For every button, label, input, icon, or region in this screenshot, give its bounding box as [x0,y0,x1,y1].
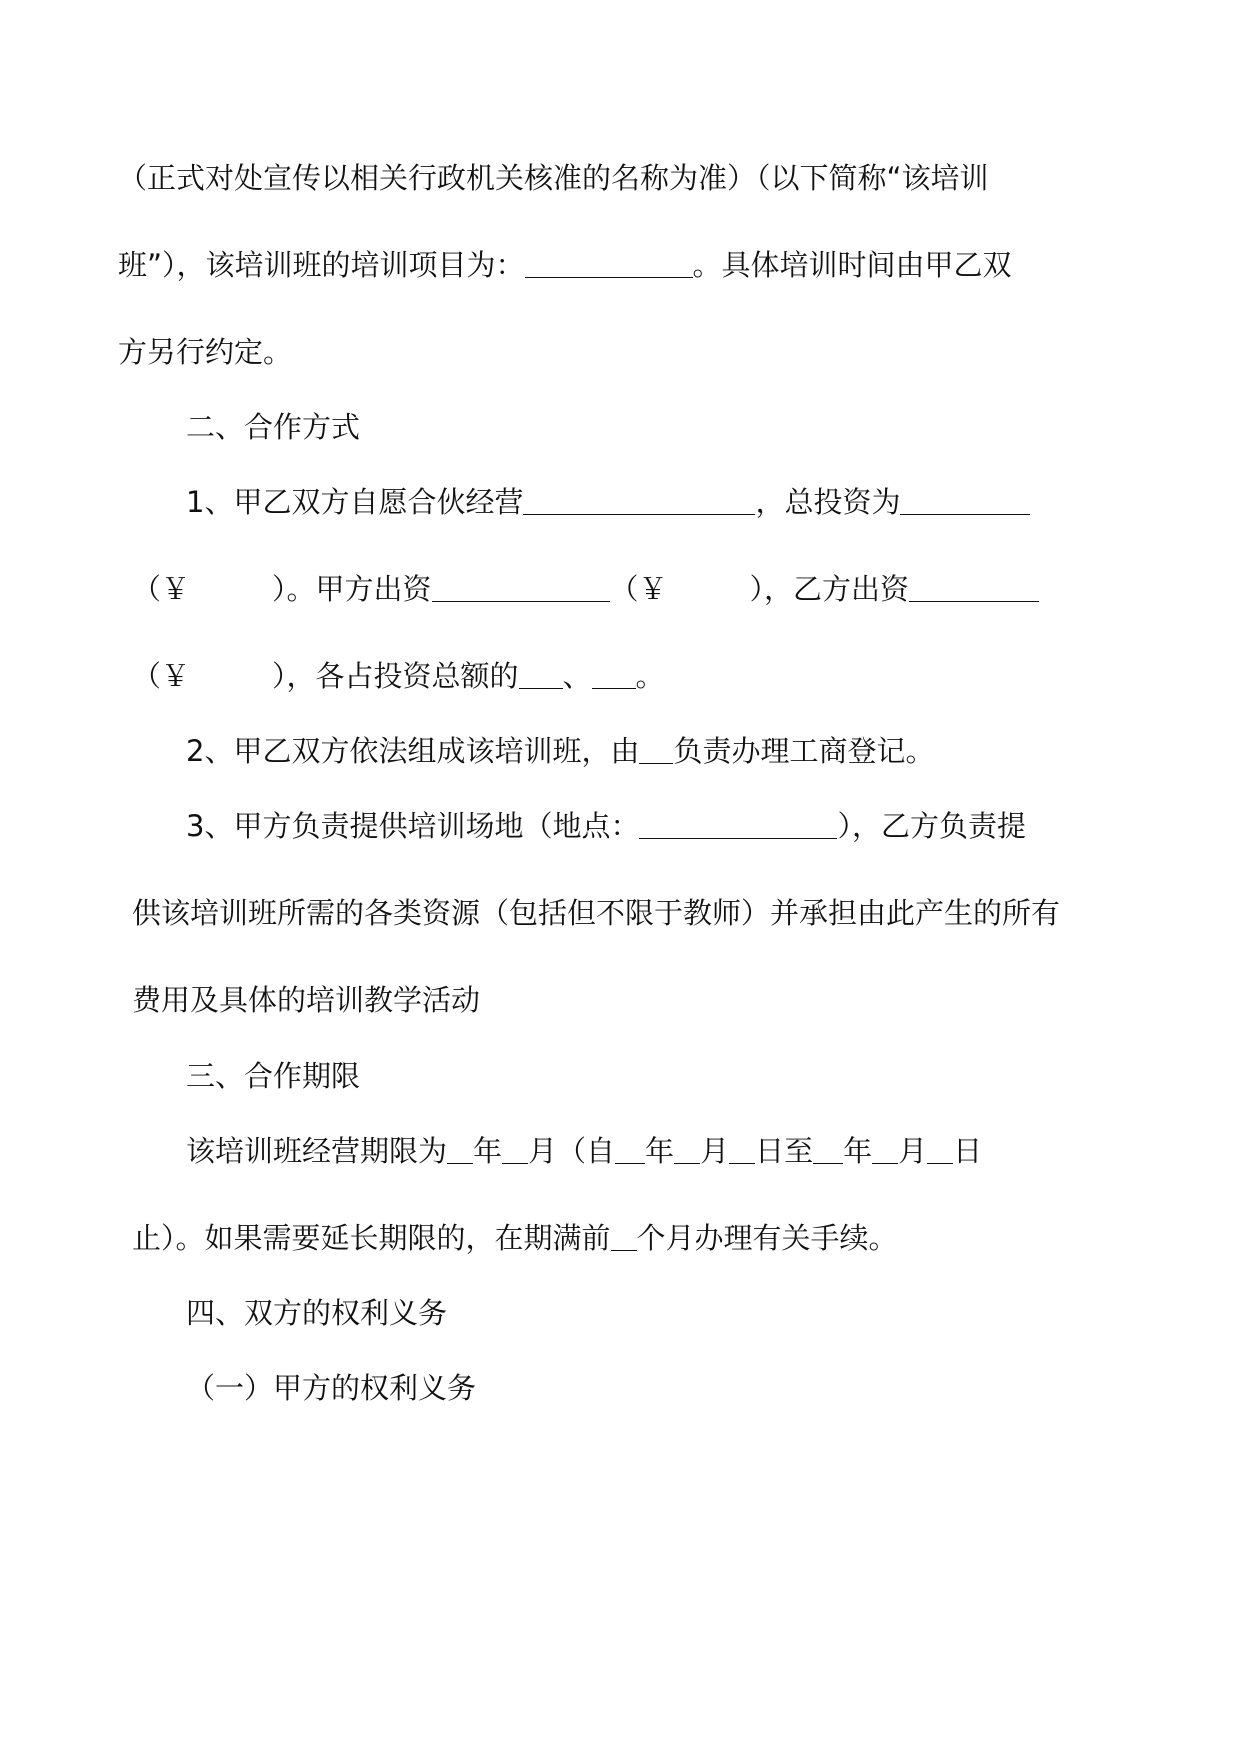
paragraph-line [118,334,292,370]
text-run: 月 [700,1134,730,1168]
blank-share-a [519,660,563,689]
text-run: （正式对处宣传以相关行政机关核准的名称为准）（以下简称“该培训 [118,161,989,195]
paragraph-line [186,808,1026,844]
paragraph-line [132,658,665,694]
paragraph-line [186,733,934,769]
text-run: （￥ [132,659,191,693]
blank-end-year [813,1135,843,1164]
heading-text: 二、合作方式 [186,410,361,444]
text-run: 。 [635,659,665,693]
paragraph-line [132,1220,898,1256]
paragraph-line [186,1133,982,1169]
text-run: （￥ [609,572,668,606]
text-run: 年 [645,1134,675,1168]
text-run: 方另行约定。 [118,335,293,369]
heading-text: 三、合作期限 [186,1059,361,1093]
blank-end-month [872,1135,898,1164]
blank-renewal-months [611,1222,637,1251]
text-run: 年 [843,1134,873,1168]
blank-party-b-investment [909,573,1039,602]
paragraph-line [132,982,480,1018]
text-run: 止）。如果需要延长期限的，在期满前 [132,1221,611,1255]
text-run: ），乙方负责提 [837,809,1026,843]
text-run: 日至 [755,1134,814,1168]
blank-registrant [639,735,673,764]
text-run: 2、甲乙双方依法组成该培训班，由 [186,734,640,768]
text-run: 班”），该培训班的培训项目为： [118,248,525,282]
section-heading [186,409,360,445]
blank-term-years [447,1135,473,1164]
section-heading [186,1058,360,1094]
text-run: ）。甲方出资 [272,572,432,606]
blank-end-day [927,1135,953,1164]
heading-text: 四、双方的权利义务 [186,1296,448,1330]
paragraph-line [118,160,989,196]
blank-start-month [674,1135,700,1164]
blank-business-name [523,486,755,515]
heading-text: （一）甲方的权利义务 [186,1371,477,1405]
text-run: 日 [953,1134,983,1168]
subsection-heading [186,1370,476,1406]
text-run: 。具体培训时间由甲乙双 [692,248,1012,282]
text-run: 个月办理有关手续。 [636,1221,898,1255]
paragraph-line [132,895,1060,931]
blank-share-b [592,660,636,689]
text-run: 年 [473,1134,503,1168]
text-run: （￥ [132,572,191,606]
text-run: 费用及具体的培训教学活动 [132,983,481,1017]
blank-total-investment [900,486,1030,515]
text-run: ），乙方出资 [749,572,910,606]
paragraph-line [132,571,1039,607]
text-run: 、 [562,659,592,693]
blank-term-months [502,1135,528,1164]
text-run: 3、甲方负责提供培训场地（地点： [186,809,640,843]
text-run: ，总投资为 [755,485,901,519]
blank-start-year [615,1135,645,1164]
text-run: 该培训班经营期限为 [186,1134,448,1168]
text-run: 月 [898,1134,928,1168]
blank-venue-location [639,810,837,839]
blank-party-a-investment [432,573,610,602]
section-heading [186,1295,447,1331]
paragraph-line [186,484,1030,520]
text-run: ），各占投资总额的 [272,659,519,693]
text-run: 月（自 [528,1134,616,1168]
blank-start-day [729,1135,755,1164]
blank-training-project [525,249,693,278]
paragraph-line [118,247,1012,283]
text-run: 负责办理工商登记。 [673,734,935,768]
text-run: 1、甲乙双方自愿合伙经营 [186,485,524,519]
text-run: 供该培训班所需的各类资源（包括但不限于教师）并承担由此产生的所有 [132,896,1061,930]
